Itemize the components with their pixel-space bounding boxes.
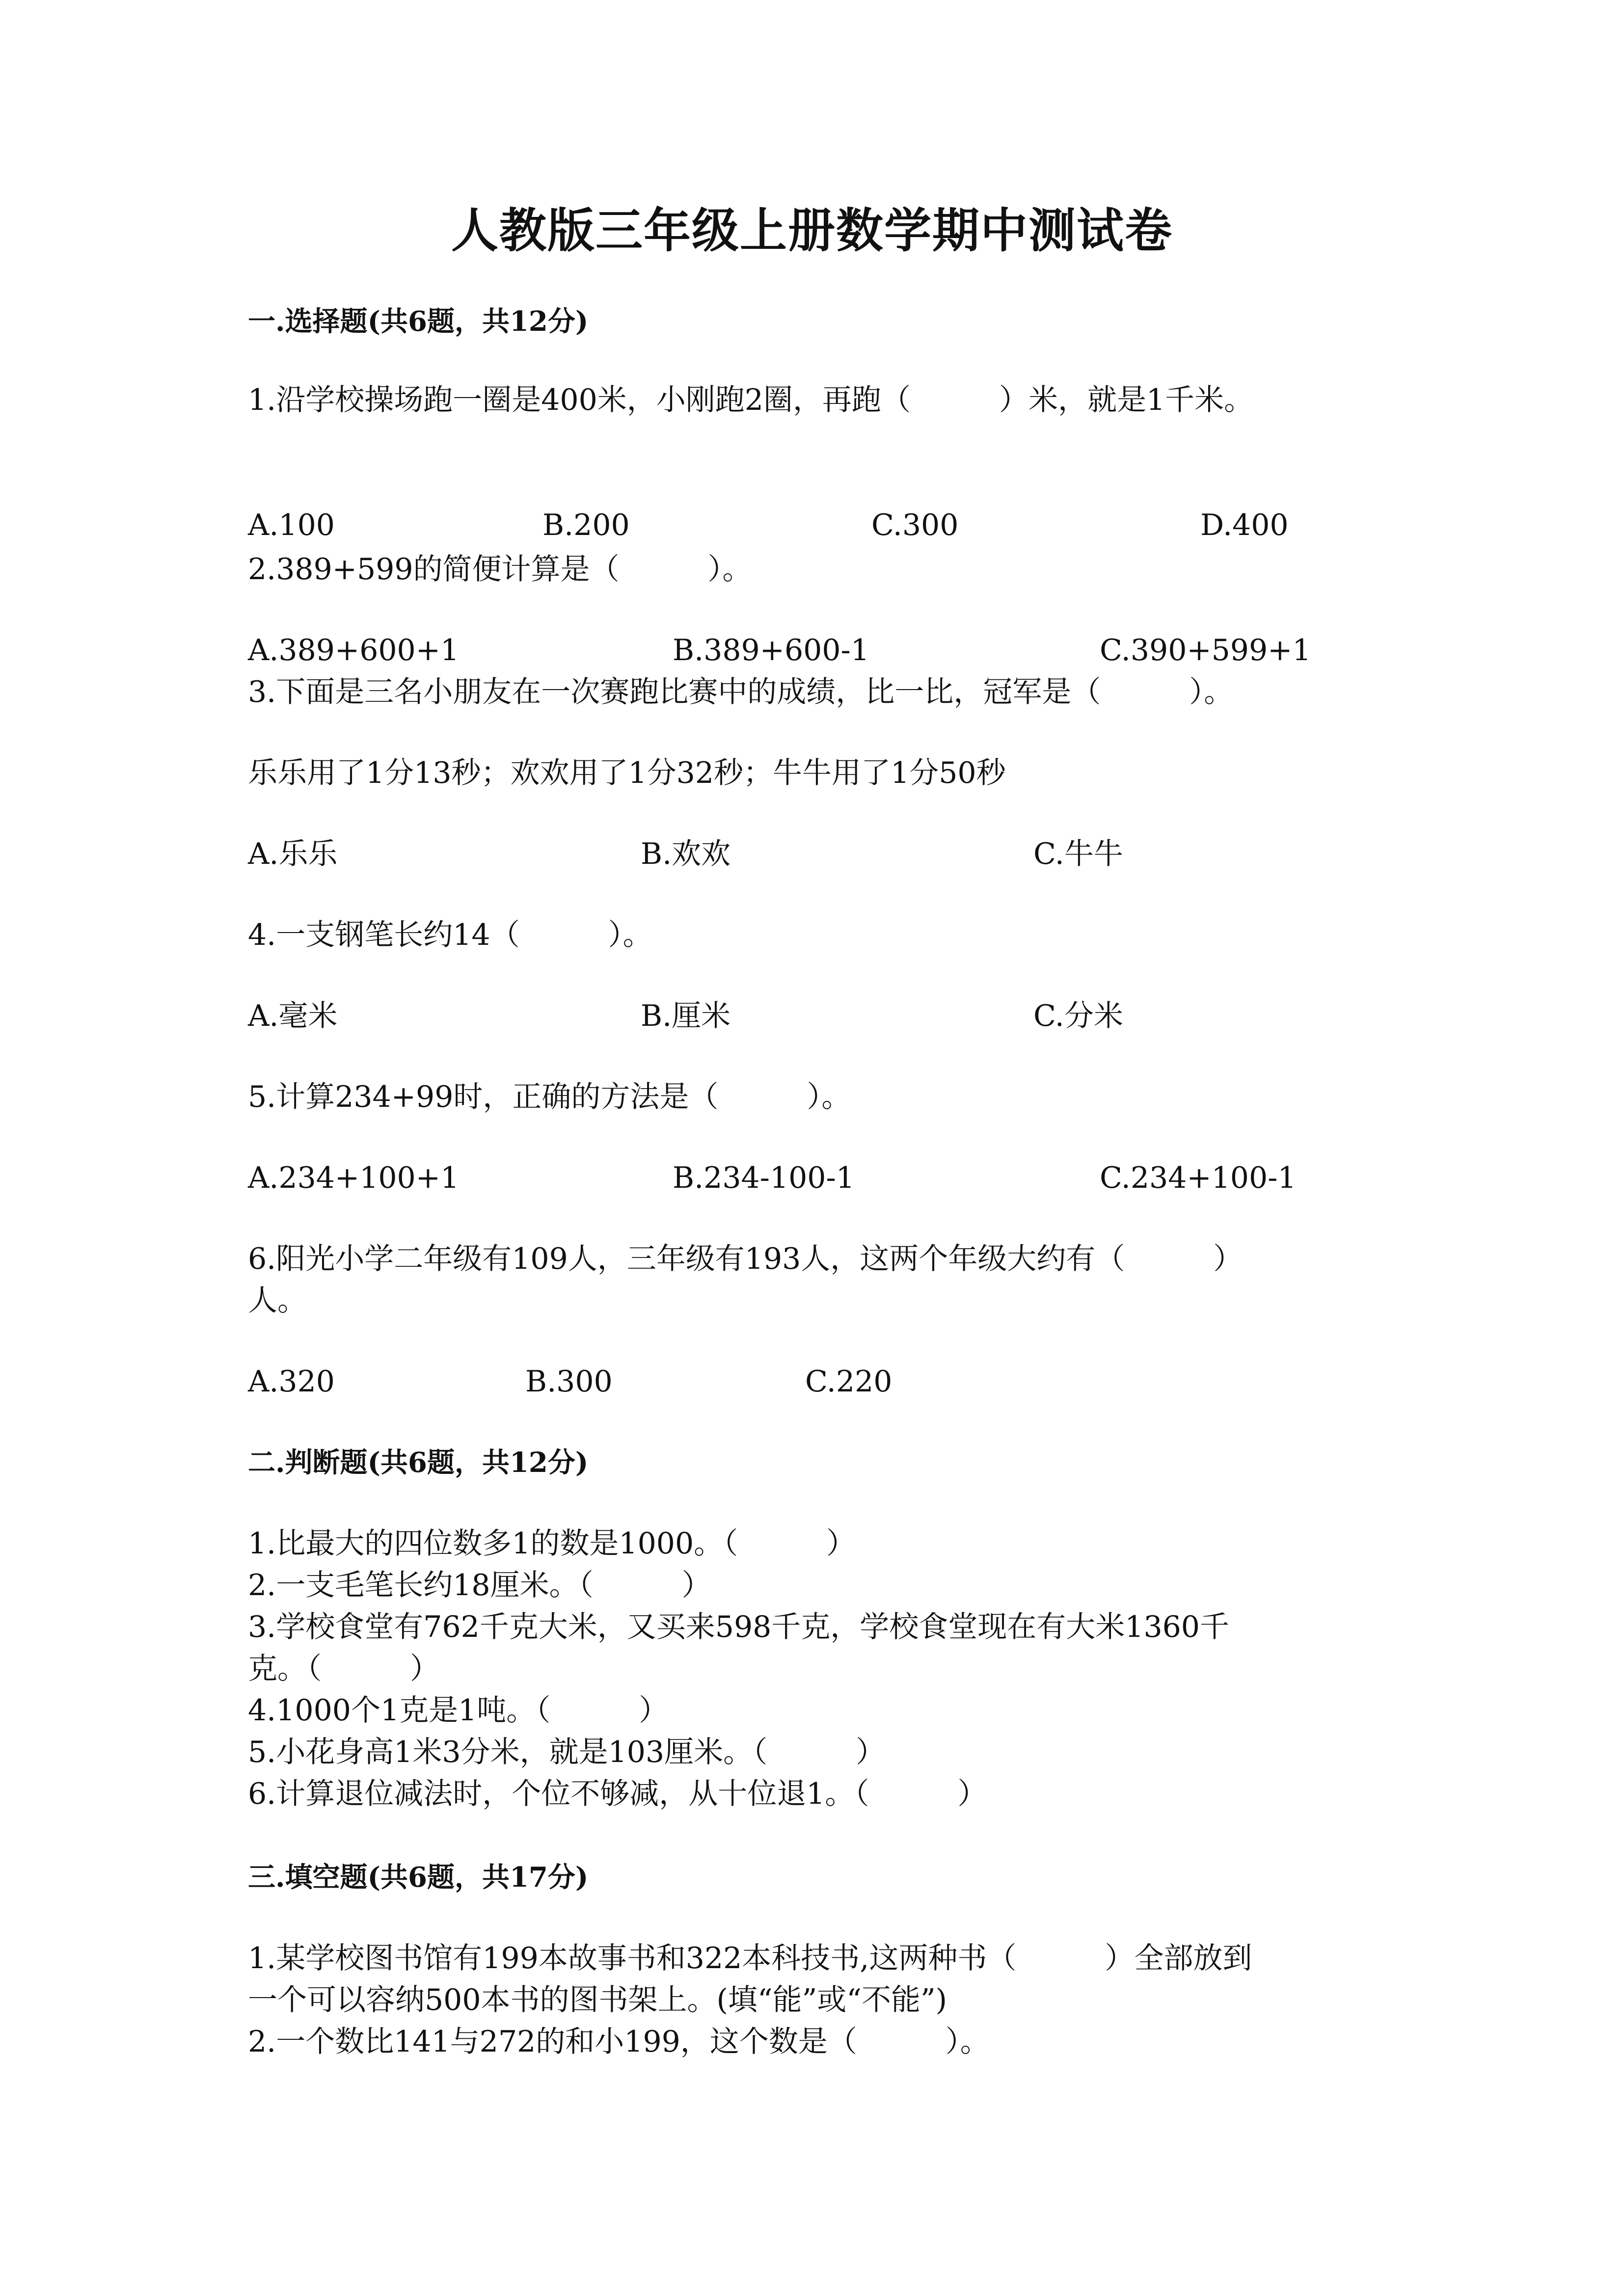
option-a: A.100 [248,508,335,542]
option-b: B.厘米 [641,999,731,1033]
option-c: C.234+100-1 [1100,1161,1297,1195]
fill-item-continued: 一个可以容纳500本书的图书架上。(填“能”或“不能”) [248,1983,947,2017]
section-heading-judge: 二.判断题(共6题，共12分) [248,1446,589,1479]
fill-item: 1.某学校图书馆有199本故事书和322本科技书,这两种书（ ）全部放到 [248,1941,1252,1976]
option-a: A.毫米 [248,999,338,1033]
judge-item: 5.小花身高1米3分米，就是103厘米。（ ） [248,1735,886,1769]
question-text: 2.389+599的简便计算是（ ）。 [248,552,752,587]
option-a: A.234+100+1 [248,1161,460,1195]
judge-item: 3.学校食堂有762千克大米，又买来598千克，学校食堂现在有大米1360千 [248,1610,1229,1644]
option-c: C.分米 [1033,999,1123,1033]
question-text: 4.一支钢笔长约14（ ）。 [248,918,652,952]
option-b: B.234-100-1 [673,1161,855,1195]
question-text: 5.计算234+99时，正确的方法是（ ）。 [248,1080,851,1114]
option-b: B.300 [525,1364,613,1399]
section-heading-fill: 三.填空题(共6题，共17分) [248,1861,589,1894]
option-b: B.欢欢 [641,837,731,871]
page-title: 人教版三年级上册数学期中测试卷 [451,203,1173,258]
question-text: 6.阳光小学二年级有109人，三年级有193人，这两个年级大约有（ ） [248,1242,1243,1276]
option-d: D.400 [1200,508,1289,542]
question-text: 1.沿学校操场跑一圈是400米，小刚跑2圈，再跑（ ）米，就是1千米。 [248,383,1254,417]
option-a: A.320 [248,1364,335,1399]
option-c: C.220 [805,1364,893,1399]
question-text-continued: 人。 [248,1283,307,1318]
option-a: A.389+600+1 [248,633,460,667]
option-a: A.乐乐 [248,837,338,871]
question-info: 乐乐用了1分13秒；欢欢用了1分32秒；牛牛用了1分50秒 [248,756,1006,790]
section-heading-choice: 一.选择题(共6题，共12分) [248,305,589,338]
question-text: 3.下面是三名小朋友在一次赛跑比赛中的成绩，比一比，冠军是（ ）。 [248,675,1234,709]
fill-item: 2.一个数比141与272的和小199，这个数是（ ）。 [248,2025,990,2059]
judge-item: 1.比最大的四位数多1的数是1000。（ ） [248,1526,856,1561]
option-c: C.牛牛 [1033,837,1123,871]
option-b: B.200 [542,508,630,542]
option-c: C.390+599+1 [1100,633,1311,667]
judge-item: 4.1000个1克是1吨。（ ） [248,1693,669,1728]
judge-item-continued: 克。（ ） [248,1652,439,1686]
option-c: C.300 [871,508,959,542]
judge-item: 2.一支毛笔长约18厘米。（ ） [248,1568,711,1602]
option-b: B.389+600-1 [673,633,869,667]
judge-item: 6.计算退位减法时，个位不够减，从十位退1。（ ） [248,1777,987,1811]
